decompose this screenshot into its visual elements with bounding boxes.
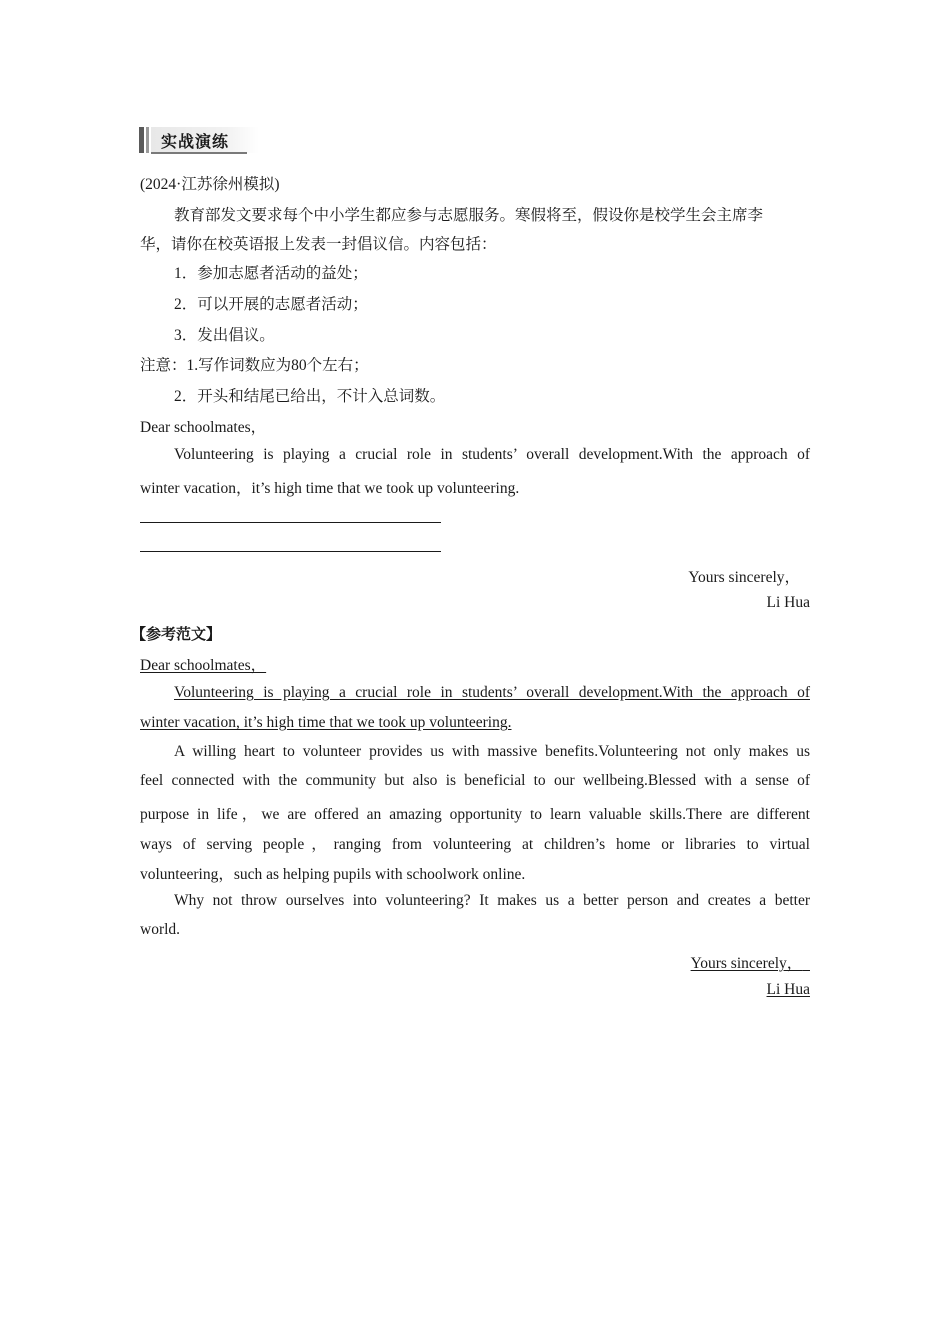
sample-p2-line-1: A willing heart to volunteer provides us with massive benefits.Volunteering not only makes us (174, 743, 810, 760)
letter-signature: Li Hua (766, 594, 810, 611)
answer-blank-line-1[interactable] (140, 522, 441, 523)
sample-p3-line-1: Why not throw ourselves into volunteering? It makes us a better person and creates a better (174, 892, 810, 909)
letter-greeting: Dear schoolmates， (140, 419, 267, 436)
sample-closing-text: Yours sincerely， (690, 955, 803, 972)
sample-label: 【参考范文】 (131, 625, 222, 643)
prompt-note-1: 注意：1.写作词数应为80个左右； (140, 357, 369, 374)
sample-greeting-text: Dear schoolmates， (140, 657, 267, 674)
sample-p2-line-2: feel connected with the community but also is beneficial to our wellbeing.Blessed with a sense of (140, 772, 810, 789)
header-underline (151, 152, 247, 154)
header-bar-dark (139, 127, 144, 153)
section-title: 实战演练 (161, 132, 230, 151)
sample-signature (140, 981, 810, 999)
prompt-note-2: 2．开头和结尾已给出，不计入总词数。 (174, 388, 446, 405)
sample-p2-line-5: volunteering，such as helping pupils with schoolwork online. (140, 866, 526, 883)
prompt-item-1: 1．参加志愿者活动的益处； (174, 265, 368, 282)
sample-p2-line-3: purpose in life，we are offered an amazing opportunity to learn valuable skills.There are different (140, 806, 810, 823)
sample-closing-trail (802, 955, 810, 972)
letter-opening-line-2: winter vacation，it’s high time that we took up volunteering. (140, 480, 520, 497)
prompt-line-1: 教育部发文要求每个中小学生都应参与志愿服务。寒假将至，假设你是校学生会主席李 (174, 207, 764, 224)
prompt-item-2: 2．可以开展的志愿者活动； (174, 296, 368, 313)
sample-p2-line-4: ways of serving people，ranging from volunteering at children’s home or libraries to virtual (140, 836, 810, 853)
sample-greeting (140, 653, 810, 675)
sample-p3-line-2: world. (140, 921, 181, 938)
header-bar-light (146, 127, 149, 153)
letter-closing: Yours sincerely， (688, 569, 800, 586)
sample-closing (140, 951, 810, 973)
letter-opening-line-1: Volunteering is playing a crucial role in students’ overall development.With the approach of (174, 446, 810, 463)
section-header (139, 123, 261, 156)
source-note: (2024·江苏徐州模拟) (140, 176, 280, 193)
sample-opening-line-2 (140, 714, 810, 732)
sample-opening-line-1: Volunteering is playing a crucial role in students’ overall development.With the approach of (174, 684, 810, 701)
answer-blank-line-2[interactable] (140, 551, 441, 552)
sample-opening-line-2-text: winter vacation, it’s high time that we took up volunteering. (140, 714, 512, 731)
prompt-line-2: 华，请你在校英语报上发表一封倡议信。内容包括： (140, 236, 497, 253)
sample-signature-text: Li Hua (766, 981, 810, 998)
prompt-item-3: 3．发出倡议。 (174, 327, 275, 344)
